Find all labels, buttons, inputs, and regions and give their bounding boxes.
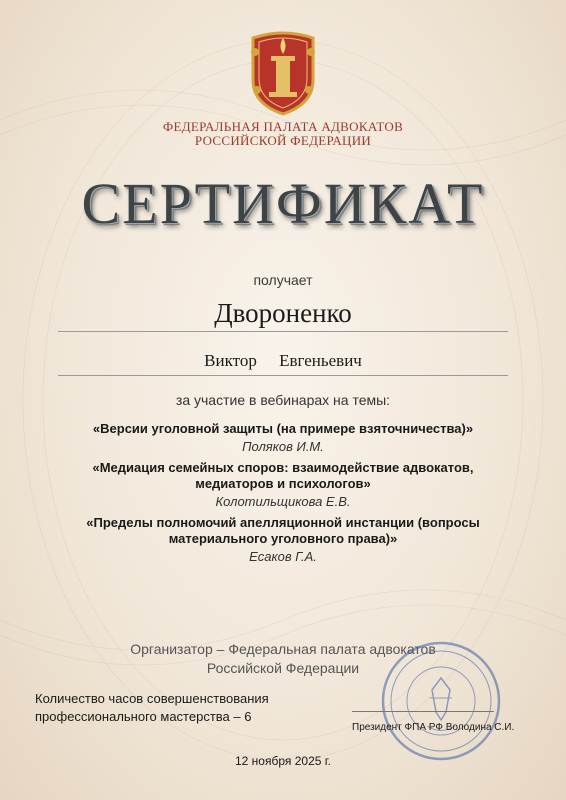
- topic-author: Колотильщикова Е.В.: [215, 494, 351, 509]
- lawyers-chamber-emblem-icon: [245, 24, 321, 116]
- topic-author: Есаков Г.А.: [249, 549, 317, 564]
- issue-date: 12 ноября 2025 г.: [235, 754, 331, 768]
- organization-name-line1: ФЕДЕРАЛЬНАЯ ПАЛАТА АДВОКАТОВ: [162, 119, 404, 134]
- topic-title: «Версии уголовной защиты (на примере взяточничества)»: [92, 421, 474, 436]
- topic-title: «Медиация семейных споров: взаимодействие адвокатов, медиаторов и психологов»: [92, 460, 474, 491]
- topic-item: [30, 515, 536, 565]
- recipient-surname: Двороненко: [214, 298, 352, 328]
- webinar-intro: за участие в вебинарах на темы:: [175, 392, 391, 408]
- topic-title: «Пределы полномочий апелляционной инстанции (вопросы материального уголовного права)»: [86, 515, 480, 546]
- organization-name-line2: РОССИЙСКОЙ ФЕДЕРАЦИИ: [194, 133, 372, 148]
- topic-item: [30, 460, 536, 510]
- president-signature-label: Президент ФПА РФ Володина С.И.: [352, 722, 515, 733]
- topics-list: [30, 421, 536, 570]
- certificate-title: СЕРТИФИКАТ: [81, 171, 485, 236]
- topic-item: [30, 421, 536, 455]
- recipient-first-name: Виктор Евгеньевич: [204, 351, 362, 370]
- official-seal-icon: [380, 640, 502, 762]
- organizer-line2: Российской Федерации: [206, 660, 360, 676]
- hours-line2: профессионального мастерства – 6: [35, 709, 252, 724]
- surname-underline: [58, 331, 508, 332]
- organizer-line1: Организатор – Федеральная палата адвокатов: [130, 641, 436, 657]
- hours-block: [35, 690, 269, 726]
- signature-line: [352, 711, 494, 712]
- hours-line1: Количество часов совершенствования: [35, 691, 269, 706]
- first-name-underline: [58, 375, 508, 376]
- topic-author: Поляков И.М.: [242, 439, 324, 454]
- receives-label: получает: [253, 272, 313, 288]
